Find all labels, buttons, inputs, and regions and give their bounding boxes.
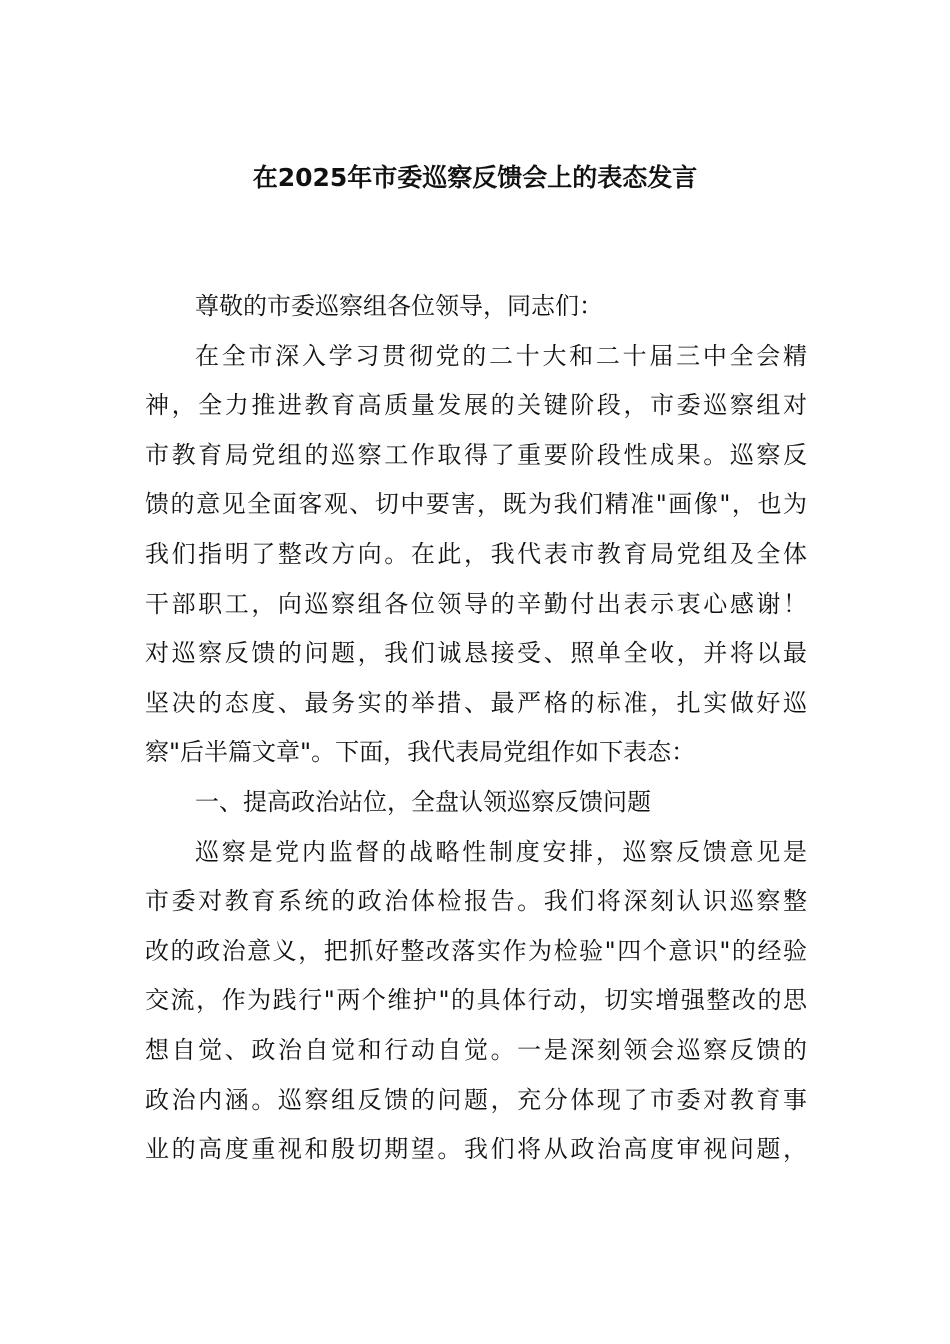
body-text-line: 交流，作为践行"两个维护"的具体行动，切实增强整改的思 xyxy=(145,986,807,1015)
body-text-line: 干部职工，向巡察组各位领导的辛勤付出表示衷心感谢！ xyxy=(145,589,807,618)
body-text-line: 尊敬的市委巡察组各位领导，同志们： xyxy=(195,292,603,320)
body-text-line: 一、提高政治站位，全盘认领巡察反馈问题 xyxy=(195,787,651,816)
body-text-line: 政治内涵。巡察组反馈的问题，充分体现了市委对教育事 xyxy=(145,1085,807,1114)
body-text-line: 改的政治意义，把抓好整改落实作为检验"四个意识"的经验 xyxy=(145,936,807,965)
body-text-line: 想自觉、政治自觉和行动自觉。一是深刻领会巡察反馈的 xyxy=(145,1035,807,1064)
body-text-line: 市教育局党组的巡察工作取得了重要阶段性成果。巡察反 xyxy=(145,440,807,469)
document-body xyxy=(145,282,807,1175)
body-text-line: 神，全力推进教育高质量发展的关键阶段，市委巡察组对 xyxy=(145,391,807,420)
body-text-line: 馈的意见全面客观、切中要害，既为我们精准"画像"，也为 xyxy=(145,490,807,519)
body-text-line: 业的高度重视和殷切期望。我们将从政治高度审视问题， xyxy=(145,1135,807,1164)
body-text-line: 市委对教育系统的政治体检报告。我们将深刻认识巡察整 xyxy=(145,887,807,916)
body-text-line: 察"后半篇文章"。下面，我代表局党组作如下表态： xyxy=(145,738,696,767)
body-text-line: 对巡察反馈的问题，我们诚恳接受、照单全收，并将以最 xyxy=(145,639,807,668)
body-text-line: 我们指明了整改方向。在此，我代表市教育局党组及全体 xyxy=(145,539,807,568)
document-title: 在2025年市委巡察反馈会上的表态发言 xyxy=(252,163,698,192)
body-text-line: 在全市深入学习贯彻党的二十大和二十届三中全会精 xyxy=(195,341,807,370)
body-text-line: 巡察是党内监督的战略性制度安排，巡察反馈意见是 xyxy=(195,837,807,866)
body-text-line: 坚决的态度、最务实的举措、最严格的标准，扎实做好巡 xyxy=(145,688,807,717)
